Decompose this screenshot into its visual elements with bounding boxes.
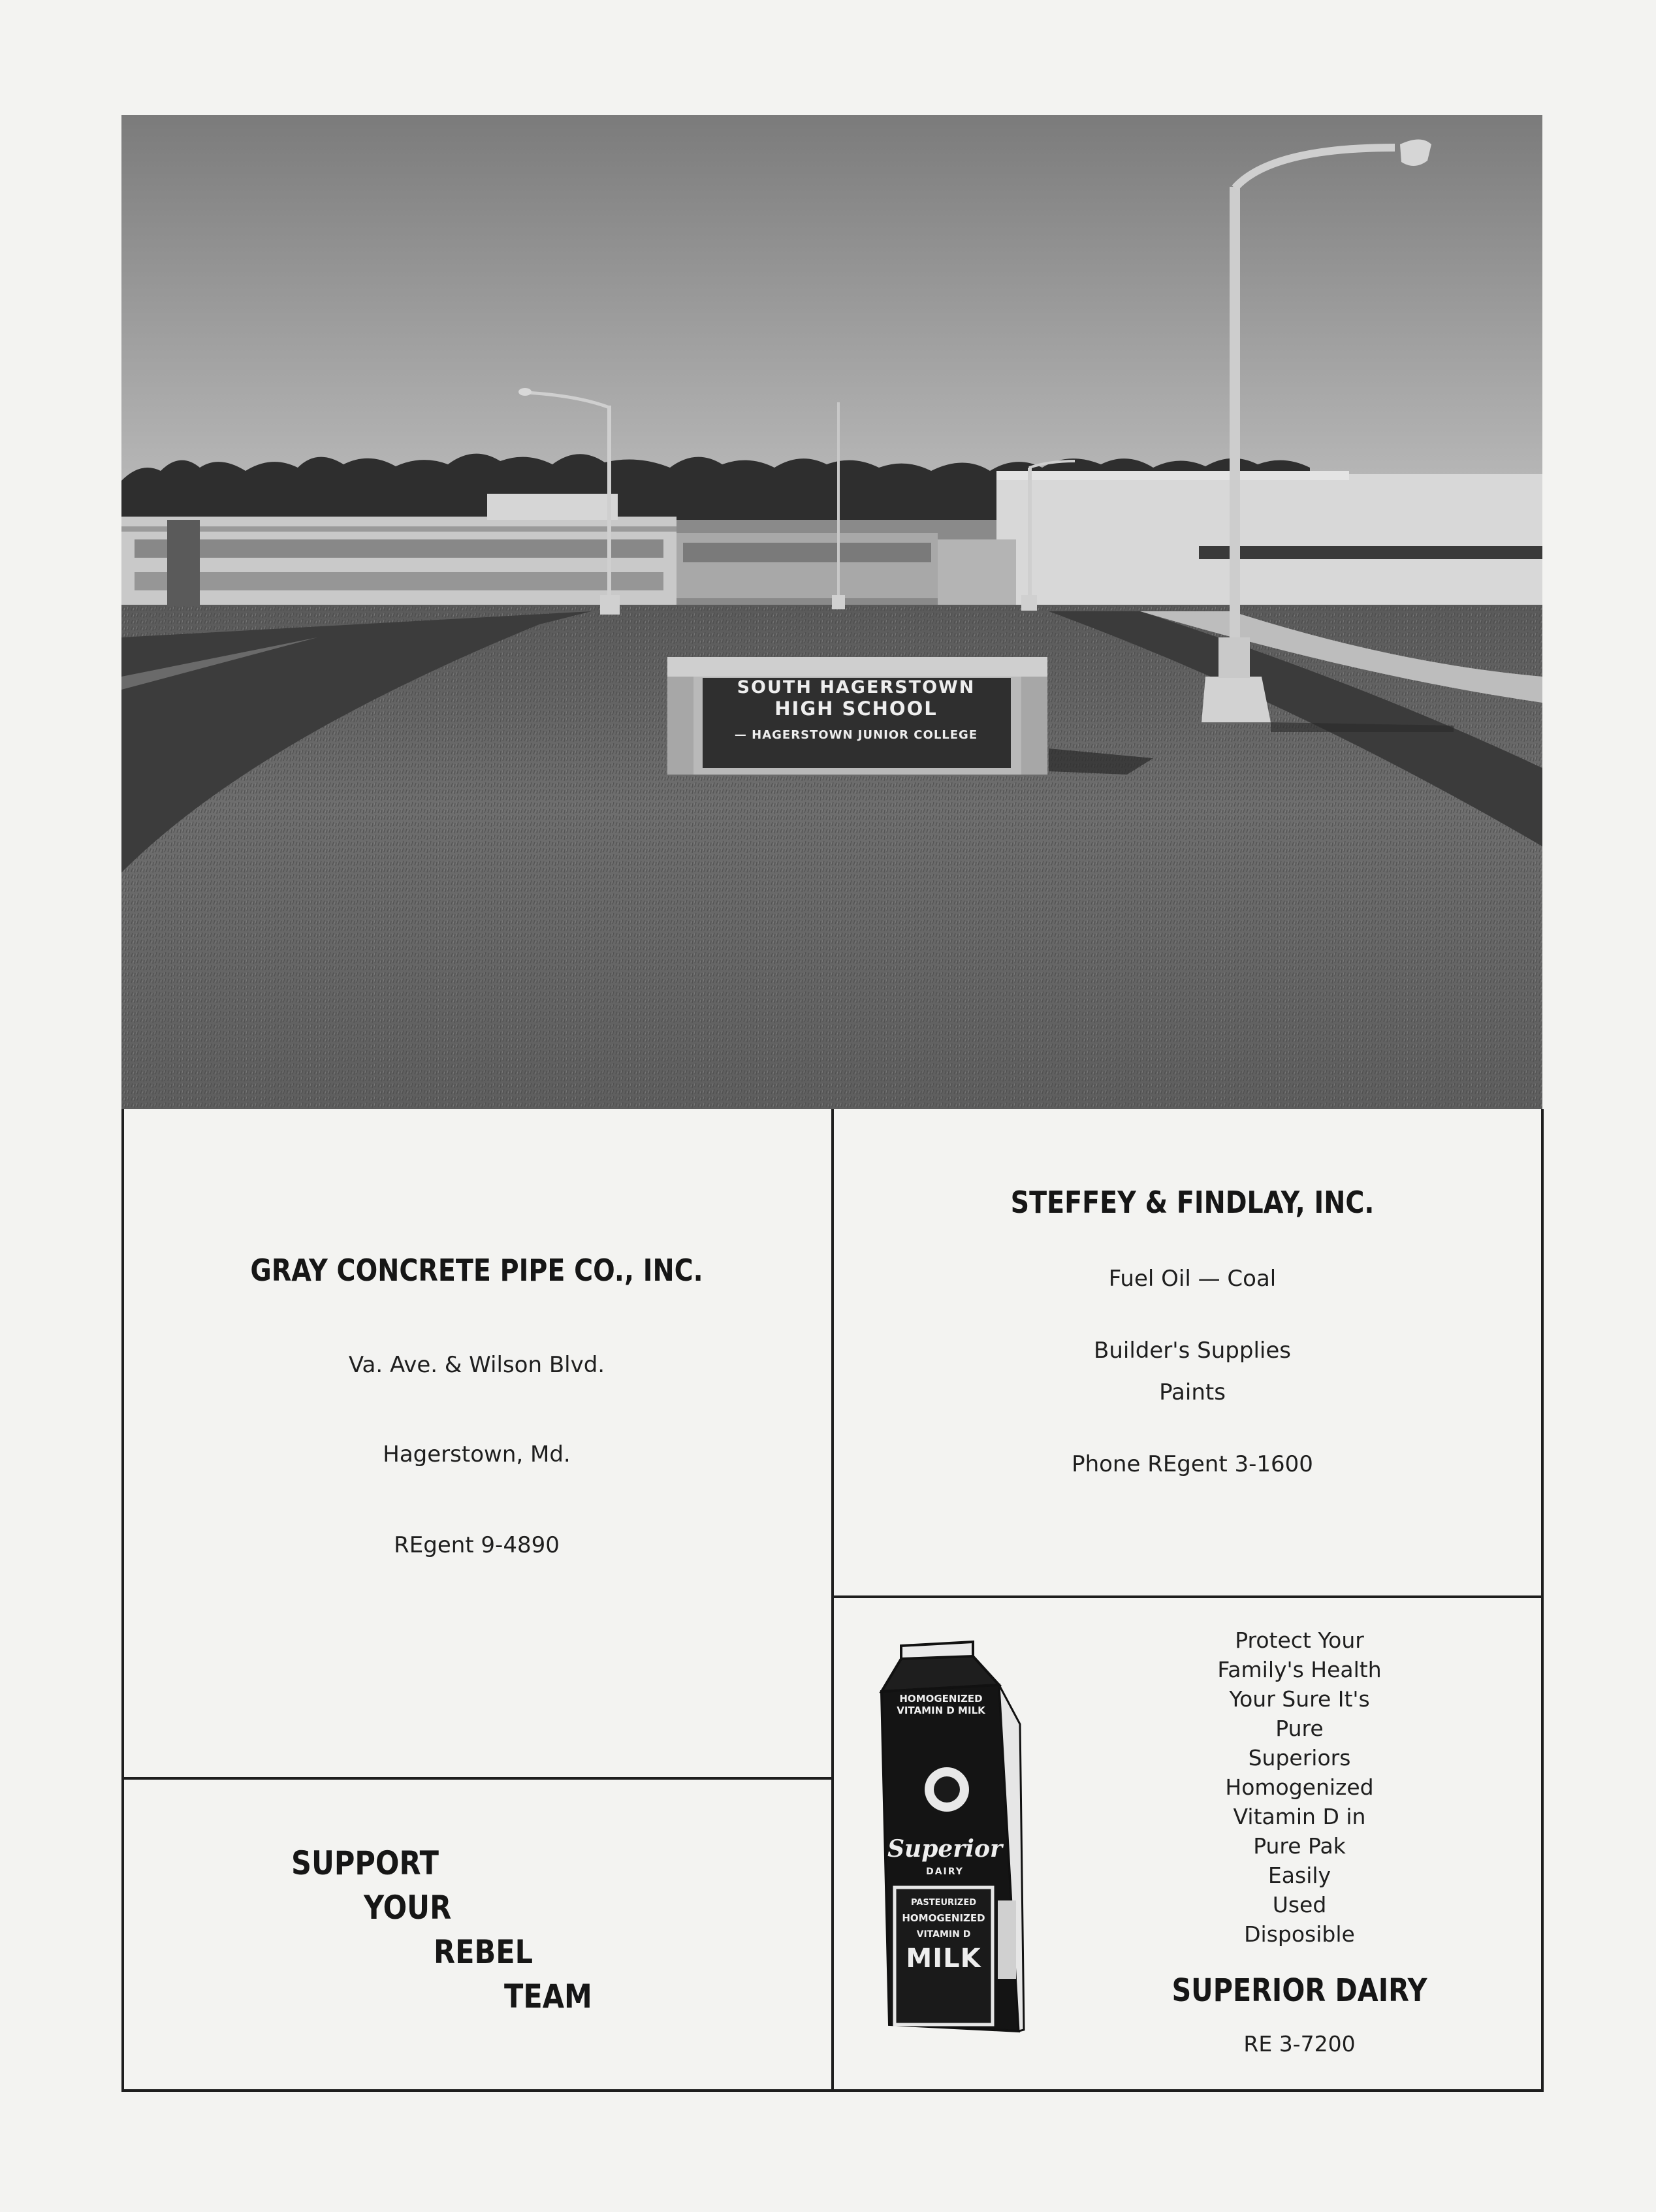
steffey-findlay-phone: Phone REgent 3-1600 — [1072, 1451, 1313, 1477]
support-line-4: TEAM — [504, 1978, 592, 2015]
dairy-copy-line: Used — [1272, 1892, 1327, 1917]
sign-line-1: SOUTH HAGERSTOWN — [737, 677, 976, 697]
steffey-findlay-line-3: Paints — [1159, 1379, 1226, 1405]
gray-concrete-city: Hagerstown, Md. — [383, 1441, 571, 1467]
support-line-1: SUPPORT — [291, 1844, 439, 1882]
carton-panel-line-1: PASTEURIZED — [910, 1898, 976, 1908]
dairy-copy-line: Family's Health — [1217, 1657, 1382, 1682]
carton-top-text: HOMOGENIZED VITAMIN D MILK — [897, 1693, 985, 1716]
sign-line-3: — HAGERSTOWN JUNIOR COLLEGE — [734, 728, 978, 742]
carton-panel-line-3: VITAMIN D — [916, 1929, 971, 1940]
carton-brand: Superior — [887, 1835, 1002, 1863]
gray-concrete-address: Va. Ave. & Wilson Blvd. — [348, 1352, 605, 1378]
dairy-copy-line: Superiors — [1248, 1745, 1351, 1771]
grid-line-right — [1541, 1109, 1544, 2091]
support-line-3: REBEL — [434, 1933, 533, 1971]
dairy-copy-line: Vitamin D in — [1233, 1804, 1366, 1829]
grid-line-left-split — [121, 1777, 833, 1780]
carton-panel-milk: MILK — [906, 1944, 981, 1974]
sign-line-2: HIGH SCHOOL — [774, 697, 938, 720]
steffey-findlay-line-1: Fuel Oil — Coal — [1108, 1266, 1277, 1292]
dairy-copy-line: Protect Your — [1235, 1627, 1364, 1653]
dairy-copy-line: Easily — [1267, 1863, 1331, 1888]
gray-concrete-phone: REgent 9-4890 — [394, 1532, 560, 1558]
dairy-copy-line: Disposible — [1244, 1921, 1355, 1947]
dairy-copy-line: Your Sure It's — [1229, 1686, 1370, 1712]
dairy-copy-line: Pure — [1275, 1716, 1324, 1741]
grid-line-right-split — [833, 1595, 1542, 1598]
carton-dairy: DAIRY — [926, 1867, 964, 1877]
steffey-findlay-line-2: Builder's Supplies — [1094, 1338, 1291, 1364]
dairy-copy-line: Homogenized — [1225, 1774, 1374, 1800]
dairy-copy-line: Pure Pak — [1253, 1833, 1346, 1859]
grid-line-center — [831, 1109, 834, 2091]
superior-dairy-name: SUPERIOR DAIRY — [1171, 1972, 1427, 2009]
steffey-findlay-name: STEFFEY & FINDLAY, INC. — [1010, 1185, 1375, 1220]
grid-line-left — [121, 1109, 124, 2091]
superior-dairy-phone: RE 3-7200 — [1243, 2031, 1356, 2057]
support-line-2: YOUR — [364, 1889, 452, 1927]
milk-carton-image — [875, 1639, 1025, 2038]
carton-panel-line-2: HOMOGENIZED — [902, 1912, 985, 1924]
school-photo — [121, 115, 1542, 1109]
gray-concrete-name: GRAY CONCRETE PIPE CO., INC. — [250, 1253, 703, 1288]
